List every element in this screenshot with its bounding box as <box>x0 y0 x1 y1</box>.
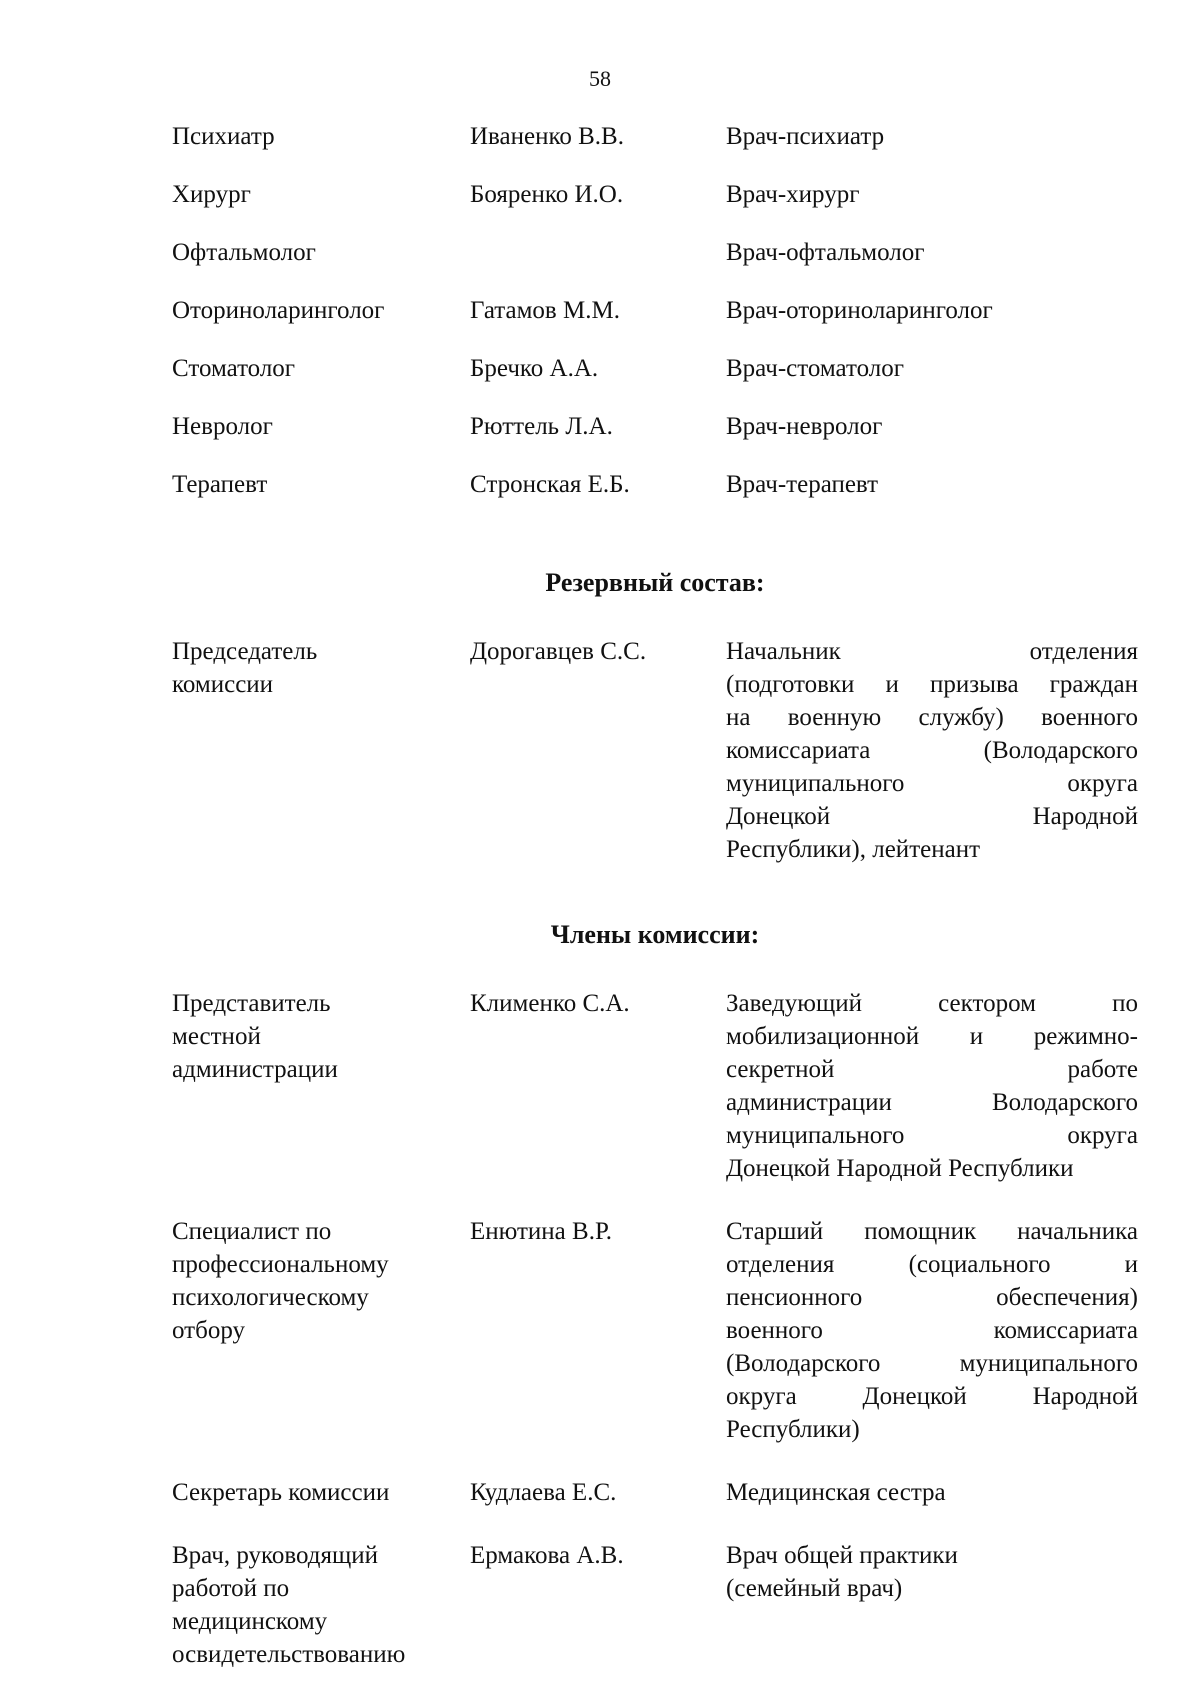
position: Врач-психиатр <box>726 123 885 150</box>
position: Врач-стоматолог <box>726 355 904 382</box>
position <box>726 987 1138 1185</box>
person-name: Кудлаева Е.С. <box>470 1479 617 1506</box>
position <box>726 1476 1138 1509</box>
member-row <box>172 1539 1138 1671</box>
list-item <box>172 294 1138 352</box>
position-line: Республики) <box>726 1416 860 1443</box>
role-line: Представитель <box>172 990 331 1017</box>
person-name: Рюттель Л.А. <box>470 413 613 440</box>
position-line: Донецкой Народной <box>726 803 1138 830</box>
role: Невролог <box>172 413 273 440</box>
position-line: (Володарского муниципального <box>726 1350 1138 1377</box>
position-line: (подготовки и призыва граждан <box>726 671 1138 698</box>
role: Стоматолог <box>172 355 296 382</box>
role-line: психологическому <box>172 1284 369 1311</box>
person-name: Стронская Е.Б. <box>470 471 630 498</box>
role <box>172 1215 470 1347</box>
position-line: округа Донецкой Народной <box>726 1383 1138 1410</box>
position-line: Начальник отделения <box>726 638 1138 665</box>
position-line: (семейный врач) <box>726 1575 903 1602</box>
position-line: Республики), лейтенант <box>726 836 980 863</box>
person-name: Бояренко И.О. <box>470 181 624 208</box>
position: Врач-невролог <box>726 413 883 440</box>
role-line: местной <box>172 1023 261 1050</box>
role-line: Секретарь комиссии <box>172 1479 390 1506</box>
member-row <box>172 1215 1138 1446</box>
reserve-chairman-row <box>172 635 1138 866</box>
person-name: Гатамов М.М. <box>470 297 620 324</box>
position-line: Заведующий сектором по <box>726 990 1138 1017</box>
member-row <box>172 987 1138 1185</box>
position-line: муниципального округа <box>726 1122 1138 1149</box>
role-line: комиссии <box>172 671 274 698</box>
role <box>172 1476 470 1509</box>
page-number: 58 <box>589 66 611 91</box>
position: Врач-оториноларинголог <box>726 297 993 324</box>
position-line: отделения (социального и <box>726 1251 1138 1278</box>
role-line: работой по <box>172 1575 290 1602</box>
position-line: Врач общей практики <box>726 1542 958 1569</box>
position <box>726 635 1138 866</box>
list-item <box>172 178 1138 236</box>
person-name: Ермакова А.В. <box>470 1542 624 1569</box>
role: Психиатр <box>172 123 275 150</box>
position-line: мобилизационной и режимно- <box>726 1023 1138 1050</box>
role <box>172 1539 470 1671</box>
person-name: Иваненко В.В. <box>470 123 624 150</box>
specialists-list <box>172 120 1138 526</box>
role-line: Врач, руководящий <box>172 1542 379 1569</box>
role: Оториноларинголог <box>172 297 385 324</box>
position: Врач-хирург <box>726 181 860 208</box>
role: Офтальмолог <box>172 239 316 266</box>
role: Терапевт <box>172 471 268 498</box>
position-line: секретной работе <box>726 1056 1138 1083</box>
role-line: Председатель <box>172 638 318 665</box>
person-name: Клименко С.А. <box>470 990 630 1017</box>
list-item <box>172 236 1138 294</box>
position-line: Старший помощник начальника <box>726 1218 1138 1245</box>
member-row <box>172 1476 1138 1509</box>
list-item <box>172 410 1138 468</box>
reserve-section-title: Резервный состав: <box>545 568 765 597</box>
list-item <box>172 352 1138 410</box>
position-line: муниципального округа <box>726 770 1138 797</box>
role-line: отбору <box>172 1317 245 1344</box>
role <box>172 987 470 1086</box>
role-line: медицинскому <box>172 1608 328 1635</box>
person-name: Дорогавцев С.С. <box>470 638 647 665</box>
document-body <box>172 120 1138 1671</box>
position: Врач-терапевт <box>726 471 879 498</box>
role-line: освидетельствованию <box>172 1641 406 1668</box>
role-line: профессиональному <box>172 1251 389 1278</box>
members-section-title: Члены комиссии: <box>550 920 760 949</box>
person-name: Бречко А.А. <box>470 355 599 382</box>
list-item <box>172 468 1138 526</box>
position <box>726 1215 1138 1446</box>
position-line: пенсионного обеспечения) <box>726 1284 1138 1311</box>
position-line: на военную службу) военного <box>726 704 1138 731</box>
position-line: военного комиссариата <box>726 1317 1138 1344</box>
position-line: администрации Володарского <box>726 1089 1138 1116</box>
list-item <box>172 120 1138 178</box>
position-line: комиссариата (Володарского <box>726 737 1138 764</box>
role-line: Специалист по <box>172 1218 332 1245</box>
role <box>172 635 470 701</box>
role-line: администрации <box>172 1056 338 1083</box>
role: Хирург <box>172 181 251 208</box>
position-line: Донецкой Народной Республики <box>726 1155 1074 1182</box>
person-name: Енютина В.Р. <box>470 1218 612 1245</box>
position: Врач-офтальмолог <box>726 239 925 266</box>
position-line: Медицинская сестра <box>726 1479 946 1506</box>
position <box>726 1539 1138 1605</box>
